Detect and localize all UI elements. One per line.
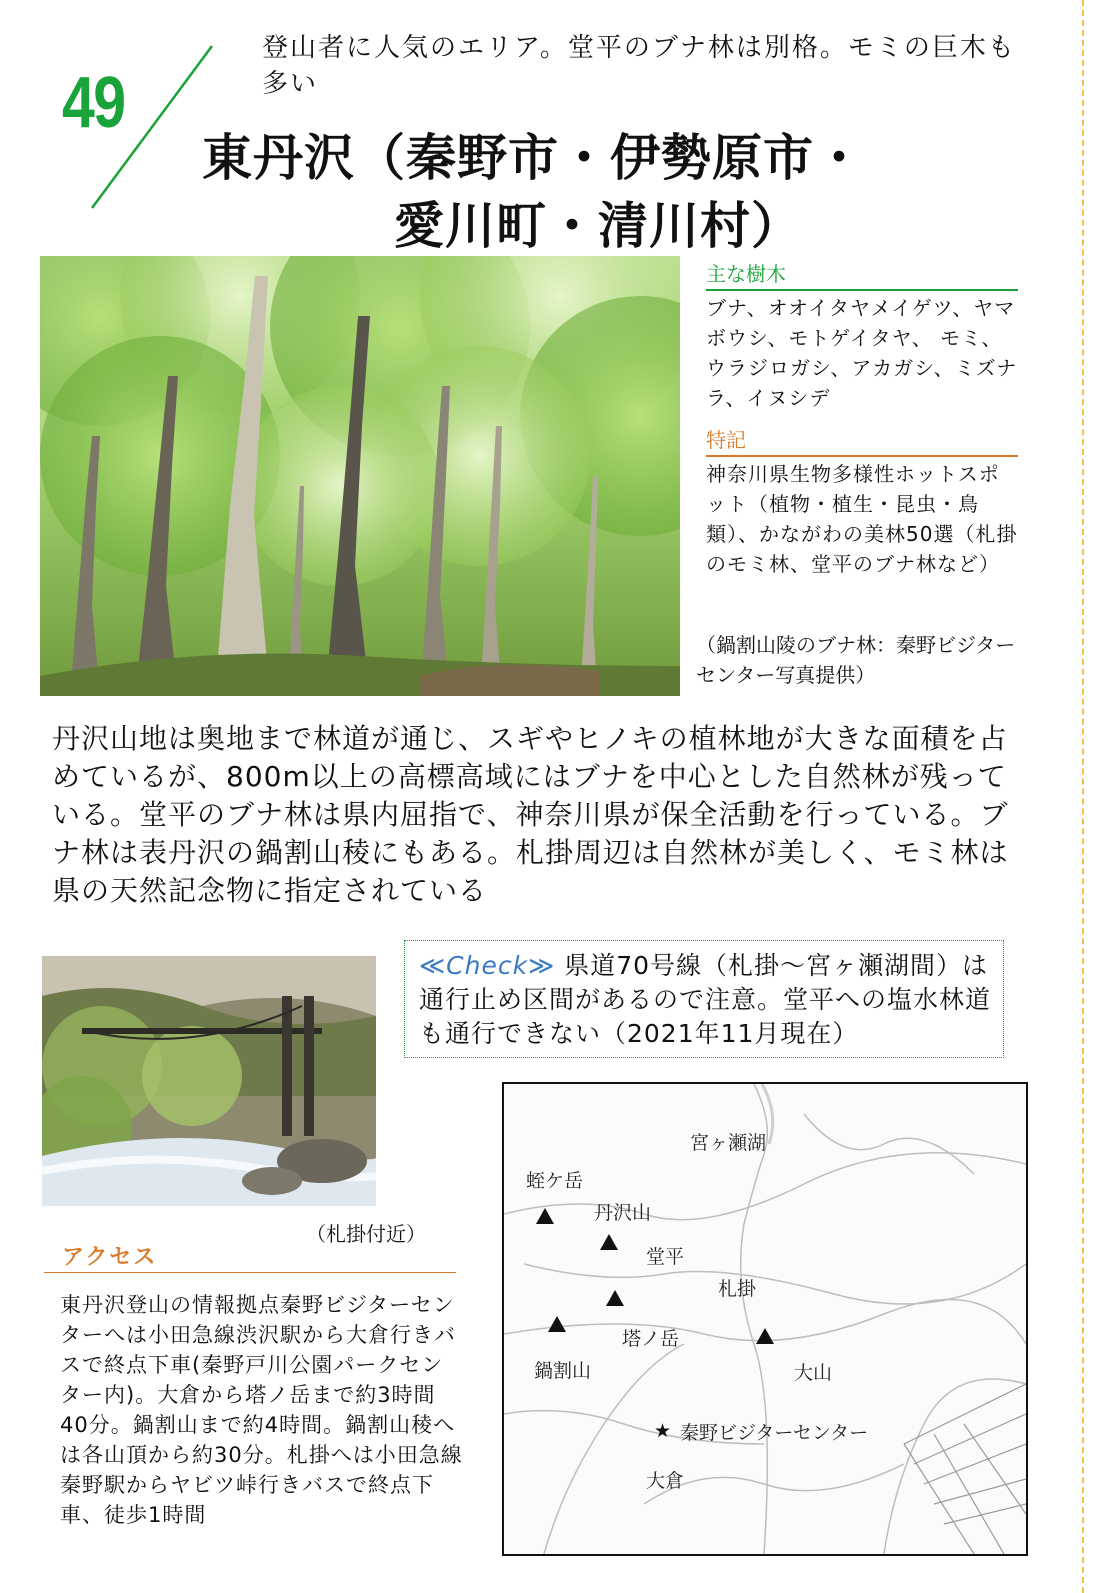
number-slash-line xyxy=(90,44,220,214)
subtitle: 登山者に人気のエリア。堂平のブナ林は別格。モミの巨木も多い xyxy=(262,33,1016,99)
page-edge-dashed-line xyxy=(1082,0,1084,1593)
map-label-tounodake: 塔ノ岳 xyxy=(622,1328,680,1350)
page-title-line2: 愛川町・清川村） xyxy=(394,197,802,255)
map-label-oyama: 大山 xyxy=(794,1362,833,1384)
map-label-hirugatake: 蛭ケ岳 xyxy=(526,1170,584,1192)
check-label: ≪Check≫ xyxy=(419,951,556,980)
access-heading: アクセス xyxy=(62,1245,158,1270)
page-title-line1: 東丹沢（秦野市・伊勢原市・ xyxy=(202,129,865,187)
map-label-okura: 大倉 xyxy=(646,1470,685,1492)
peak-hirugatake-icon xyxy=(536,1208,554,1224)
main-trees-section xyxy=(706,258,1018,413)
suspension-bridge-photo xyxy=(42,956,376,1206)
check-text: 県道70号線（札掛～宮ヶ瀬湖間）は通行止め区間があるので注意。堂平への塩水林道も通行できない（2021年11月現在） xyxy=(419,951,992,1048)
body-paragraph: 丹沢山地は奥地まで林道が通じ、スギやヒノキの植林地が大きな面積を占めているが、800m以上の高標高域にはブナを中心とした自然林が残っている。堂平のブナ林は県内屈指で、神奈川県が保全活動を行っている。ブナ林は表丹沢の鍋割山稜にもある。札掛周辺は自然林が美しく、モミ林は県の天然記念物に指定されている xyxy=(52,722,1009,907)
notes-section xyxy=(706,424,1018,579)
map-label-dodaira: 堂平 xyxy=(646,1246,685,1268)
peak-oyama-icon xyxy=(756,1328,774,1344)
article-number: 49 xyxy=(62,63,125,143)
area-map xyxy=(502,1082,1028,1556)
access-text: 東丹沢登山の情報拠点秦野ビジターセンターへは小田急線渋沢駅から大倉行きバスで終点下車(秦野戸川公園パークセンター内)。大倉から塔ノ岳まで約3時間40分。鍋割山まで約4時間。鍋割山稜へは各山頂から約30分。札掛へは小田急線秦野駅からヤビツ峠行きバスで終点下車、徒歩1時間 xyxy=(60,1293,463,1527)
peak-nabewariyama-icon xyxy=(548,1316,566,1332)
map-label-fudakake: 札掛 xyxy=(718,1278,757,1300)
main-trees-heading: 主な樹木 xyxy=(706,258,1018,291)
main-photo-caption: （鍋割山陵のブナ林：秦野ビジターセンター写真提供） xyxy=(696,633,1016,687)
beech-forest-photo xyxy=(40,256,680,696)
map-label-tanzawasan: 丹沢山 xyxy=(594,1202,652,1224)
main-trees-text: ブナ、オオイタヤメイゲツ、ヤマボウシ、モトゲイタヤ、 モミ、ウラジロガシ、アカガシ、ミズナラ、イヌシデ xyxy=(706,296,1018,410)
map-label-nabewariyama: 鍋割山 xyxy=(534,1360,592,1382)
access-divider xyxy=(44,1272,456,1273)
peak-tanzawasan-icon xyxy=(600,1234,618,1250)
map-label-miyagase: 宮ヶ瀬湖 xyxy=(690,1132,767,1154)
notes-text: 神奈川県生物多様性ホットスポット（植物・植生・昆虫・鳥類）、かながわの美林50選（札掛のモミ林、堂平のブナ林など） xyxy=(706,462,1018,576)
peak-tounodake-icon xyxy=(606,1290,624,1306)
bridge-photo-caption: （札掛付近） xyxy=(306,1222,426,1246)
map-label-visitor-center: 秦野ビジターセンター xyxy=(680,1422,869,1444)
notes-heading: 特記 xyxy=(706,424,1018,457)
check-notice-box xyxy=(404,940,1004,1058)
visitor-center-star-icon: ★ xyxy=(654,1420,672,1442)
